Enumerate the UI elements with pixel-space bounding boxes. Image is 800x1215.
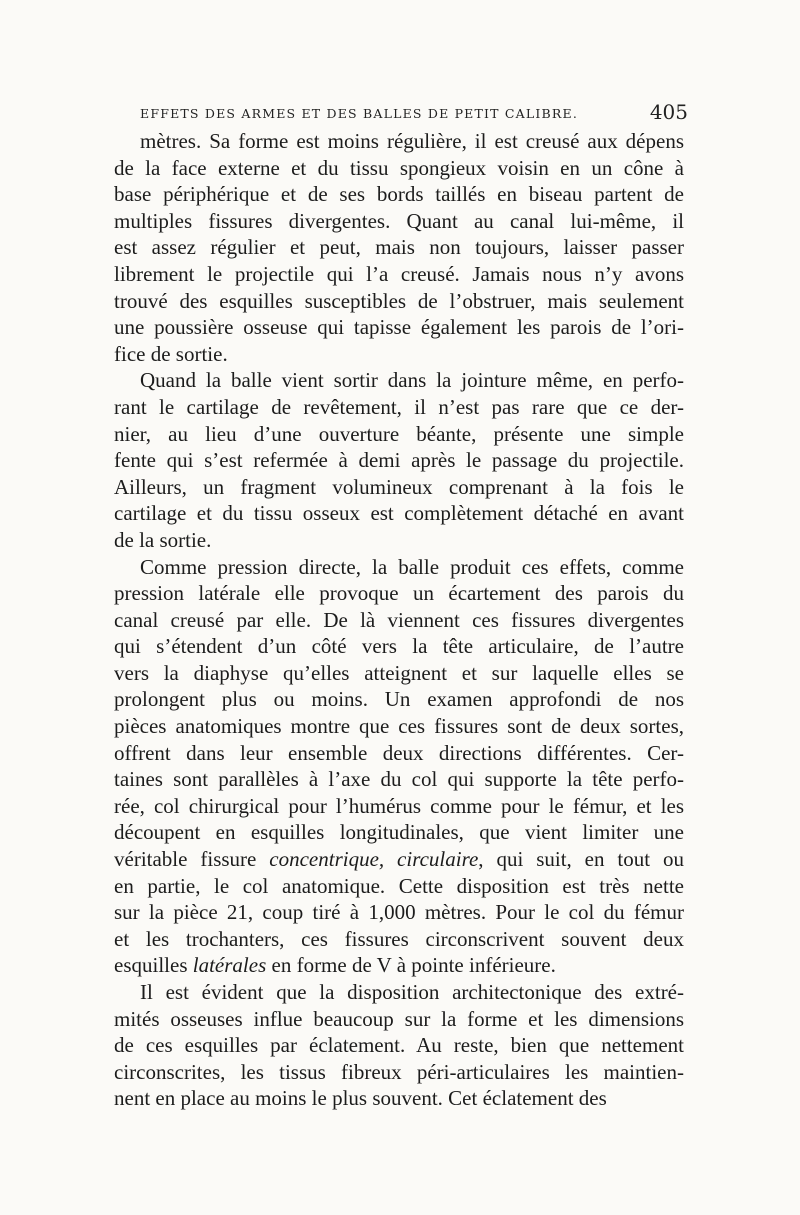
text-line: Il est évident que la disposition architectonique des extré-	[140, 980, 684, 1004]
text-line	[114, 952, 684, 979]
text-line: une poussière osseuse qui tapisse également les parois de l’ori-	[114, 315, 684, 340]
text-line: circonscrites, les tissus fibreux péri-articulaires les maintien-	[114, 1059, 684, 1084]
text-line: est assez régulier et peut, mais non toujours, laisser passer	[114, 235, 684, 260]
text-line: cartilage et du tissu osseux est complètement détaché en avant	[114, 501, 684, 526]
text-line: vers la diaphyse qu’elles atteignent et sur laquelle elles se	[114, 660, 684, 685]
text-segment: , qui suit, en tout ou	[478, 847, 684, 872]
text-segment: esquilles	[114, 953, 193, 978]
text-line: nent en place au moins le plus souvent. Cet éclatement des	[114, 1086, 607, 1111]
text-line: de la face externe et du tissu spongieux voisin en un cône à	[114, 155, 684, 180]
text-line: Comme pression directe, la balle produit ces effets, comme	[140, 554, 684, 579]
text-line	[114, 846, 684, 873]
text-line: base périphérique et de ses bords taillés en biseau partent de	[114, 182, 684, 207]
text-line: Quand la balle vient sortir dans la jointure même, en perfo-	[140, 368, 684, 393]
text-line: fente qui s’est refermée à demi après le passage du projectile.	[114, 448, 684, 473]
italic-term: latérales	[192, 953, 267, 978]
text-line: trouvé des esquilles susceptibles de l’obstruer, mais seulement	[114, 288, 684, 313]
text-line: canal creusé par elle. De là viennent ces fissures divergentes	[114, 607, 684, 632]
text-line: multiples fissures divergentes. Quant au canal lui-même, il	[114, 208, 684, 233]
text-line: librement le projectile qui l’a creusé. Jamais nous n’y avons	[114, 261, 684, 286]
text-segment: en forme de V à pointe inférieure.	[266, 953, 556, 978]
text-line: découpent en esquilles longitudinales, que vient limiter une	[114, 820, 684, 845]
text-line: mètres. Sa forme est moins régulière, il est creusé aux dépens	[140, 129, 684, 153]
text-line: de la sortie.	[114, 527, 212, 552]
text-line: rant le cartilage de revêtement, il n’est pas rare que ce der-	[114, 394, 684, 419]
text-line: Ailleurs, un fragment volumineux comprenant à la fois le	[114, 474, 684, 499]
page-header	[140, 100, 688, 124]
text-line: et les trochanters, ces fissures circonscrivent souvent deux	[114, 926, 684, 951]
text-line: sur la pièce 21, coup tiré à 1,000 mètres. Pour le col du fémur	[114, 900, 684, 925]
text-line: rée, col chirurgical pour l’humérus comme pour le fémur, et les	[114, 793, 684, 818]
page-number: 405	[649, 100, 688, 124]
text-line: qui s’étendent d’un côté vers la tête articulaire, de l’autre	[114, 634, 684, 659]
running-title: EFFETS DES ARMES ET DES BALLES DE PETIT CALIBRE.	[140, 106, 579, 121]
text-segment: véritable fissure	[114, 847, 270, 872]
body-text	[114, 128, 684, 1112]
text-line: mités osseuses influe beaucoup sur la forme et les dimensions	[114, 1006, 684, 1031]
text-line: en partie, le col anatomique. Cette disposition est très nette	[114, 873, 684, 898]
text-line: pièces anatomiques montre que ces fissures sont de deux sortes,	[114, 714, 684, 739]
text-line: nier, au lieu d’une ouverture béante, présente une simple	[114, 421, 684, 446]
text-line: de ces esquilles par éclatement. Au reste, bien que nettement	[114, 1033, 684, 1058]
text-line: taines sont parallèles à l’axe du col qui supporte la tête perfo-	[114, 767, 684, 792]
text-line: offrent dans leur ensemble deux directions différentes. Cer-	[114, 740, 684, 765]
text-line: pression latérale elle provoque un écartement des parois du	[114, 581, 684, 606]
text-line: prolongent plus ou moins. Un examen approfondi de nos	[114, 687, 684, 712]
text-line: fice de sortie.	[114, 341, 228, 366]
italic-term: concentrique, circulaire	[269, 847, 479, 872]
